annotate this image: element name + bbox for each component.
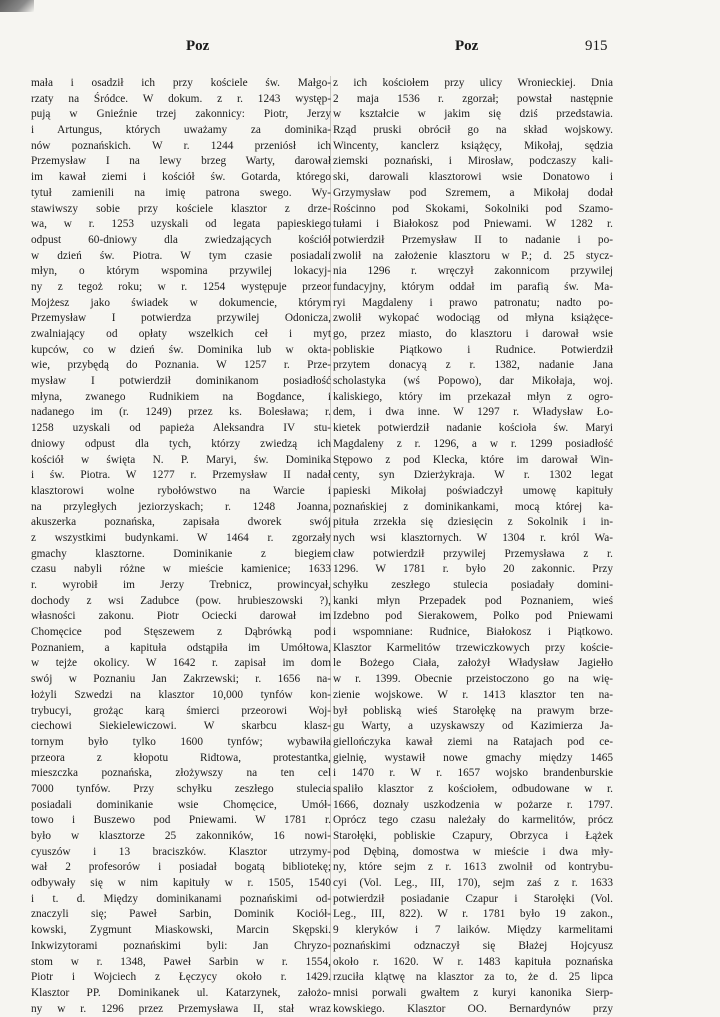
- text-line: trybucyi, grożąc karą śmierci przeorowi Woj-: [31, 704, 331, 717]
- text-line: 2 maja 1536 r. zgorzał; powstał następnie: [333, 92, 613, 105]
- text-line: znaczyli się; Paweł Sarbin, Dominik Kociół-: [31, 908, 331, 921]
- text-line: nów poznańskich. W r. 1244 przeniósł ich: [31, 139, 331, 152]
- text-line: 9 kleryków i 7 laików. Między karmelitami: [333, 924, 613, 937]
- text-line: gielnię, wystawił nowe gmachy między 1465: [333, 751, 613, 764]
- text-line: tornym było tylko 1600 tynfów; wybawiła: [31, 735, 331, 748]
- text-line: spaliło klasztor z kościołem, odbudowane w r.: [333, 782, 613, 795]
- text-line: gu Warty, a uzyskawszy od Kazimierza Ja-: [333, 720, 613, 733]
- scan-corner-shadow: [0, 0, 34, 12]
- text-line: Przemysław I potwierdza przywilej Odonicza,: [31, 312, 331, 325]
- text-line: stom w r. 1348, Paweł Sarbin w r. 1554,: [31, 955, 331, 968]
- text-line: Izdebno pod Sierakowem, Polko pod Pniewami: [333, 610, 613, 623]
- left-text-column: [31, 76, 331, 1017]
- text-line: rzaty na Śródce. W dokum. z r. 1243 występ-: [31, 92, 331, 105]
- text-line: pobliskie Piątkowo i Rudnice. Potwierdził: [333, 343, 613, 356]
- text-line: zwolił wykopać wodociąg od młyna książęce-: [333, 312, 613, 325]
- text-line: 1296. W 1781 r. było 20 zakonnic. Przy: [333, 563, 613, 576]
- text-line: klasztorowi wolne rybołówstwo na Warcie i: [31, 484, 331, 497]
- text-line: wa, w r. 1253 uzyskali od legata papieskiego: [31, 218, 331, 231]
- text-line: ski, darowali klasztorowi wsie Donatowo i: [333, 171, 613, 184]
- text-line: z ich kościołem przy ulicy Wronieckiej. Dnia: [333, 77, 613, 89]
- text-line: 7000 tynfów. Przy schyłku zeszłego stulecia: [31, 782, 331, 795]
- text-line: młyna, zwanego Rudnikiem na Bogdance, i: [31, 390, 331, 403]
- text-line: kietek potwierdził nadanie kościoła św. Maryi: [333, 422, 613, 435]
- text-line: Grzymysław pod Szremem, a Mikołaj dodał: [333, 186, 613, 199]
- text-line: dem, i dwa inne. W 1297 r. Władysław Ło-: [333, 406, 613, 419]
- text-line: Klasztor Karmelitów trzewiczkowych przy koście-: [333, 641, 613, 654]
- text-line: Piotr i Wojciech z Łęczycy około r. 1429.: [31, 971, 331, 984]
- text-line: 1666, doznały uszkodzenia w pożarze r. 1797.: [333, 798, 613, 811]
- text-line: posiadali dominikanie wsie Chomęcice, Umół-: [31, 798, 331, 811]
- text-line: około r. 1620. W r. 1483 kapituła poznańska: [333, 955, 613, 968]
- text-line: tułami i Białokosz pod Pniewami. W 1282 r.: [333, 218, 613, 231]
- text-line: Stępowo z pod Klecka, które im darował Win-: [333, 453, 613, 466]
- text-line: potwierdził Przemysław II to nadanie i po-: [333, 233, 613, 246]
- text-line: Rościnno pod Skokami, Sokolniki pod Szamo-: [333, 202, 613, 215]
- text-line: dochody z wsi Zadubce (pow. hrubieszowski ?),: [31, 594, 331, 607]
- text-line: Mojżesz jako świadek w dokumencie, którym: [31, 296, 331, 309]
- text-line: cyi (Vol. Leg., III, 170), sejm zaś z r. 1633: [333, 877, 613, 890]
- right-text-column: [333, 76, 613, 1017]
- text-line: nia 1296 r. wręczył zakonnicom przywilej: [333, 265, 613, 278]
- text-line: odbywały się w nim kapituły w r. 1505, 1540: [31, 877, 331, 890]
- text-line: fundacyjny, którym oddał im parafią św. Ma-: [333, 280, 613, 293]
- text-line: pituła zrzekła się dziesięcin z Sokolnik i in-: [333, 516, 613, 529]
- text-line: ciechowi Siekielewiczowi. W skarbcu klasz-: [31, 720, 331, 733]
- text-line: i 1470 r. W r. 1657 wojsko brandenburskie: [333, 767, 613, 780]
- text-line: le Bożego Ciała, założył Władysław Jagiełło: [333, 657, 613, 670]
- page-number: 915: [585, 38, 608, 54]
- text-line: stawiwszy sobie przy kościele klasztor z drze-: [31, 202, 331, 215]
- text-line: scholastyka (wś Popowo), dar Mikołaja, woj.: [333, 375, 613, 388]
- text-line: kanki młyn Przepadek pod Poznaniem, wieś: [333, 594, 613, 607]
- text-line: zwalniający od opłaty wszelkich ceł i myt: [31, 328, 331, 340]
- text-line: mysław I potwierdził dominikanom posiadłość: [31, 375, 331, 388]
- right-headword: Poz: [455, 38, 479, 54]
- text-line: go, przez miasto, do klasztoru i darował wsie: [333, 328, 613, 340]
- text-line: cyuszów i 13 braciszków. Klasztor utrzymy-: [31, 845, 331, 858]
- text-line: Magdaleny z r. 1296, a w r. 1299 posiadłość: [333, 437, 613, 450]
- text-line: pują w Gnieźnie trzej zakonnicy: Piotr, Jerzy: [31, 108, 331, 121]
- text-line: Wincenty, kanclerz książęcy, Mikołaj, sędzia: [333, 139, 613, 152]
- text-line: i św. Piotra. W 1277 r. Przemysław II nadał: [31, 469, 331, 482]
- text-line: było w klasztorze 25 zakonników, 16 nowi-: [31, 830, 331, 842]
- text-line: łożyli Szwedzi na klasztor 10,000 tynfów kon-: [31, 688, 331, 701]
- left-headword: Poz: [186, 38, 210, 54]
- text-line: zwolił na założenie klasztoru w P.; d. 25 stycz-: [333, 249, 613, 262]
- text-line: własności zakonu. Piotr Ociecki darował im: [31, 610, 331, 623]
- text-line: ny, które sejm z r. 1613 zwolnił od kontrybu-: [333, 861, 613, 874]
- text-line: nych wsi klasztornych. W 1304 r. król Wa-: [333, 531, 613, 544]
- text-line: 1258 uzyskali od papieża Aleksandra IV stu-: [31, 422, 331, 435]
- text-line: młyn, o którym wspomina przywilej lokacyj-: [31, 265, 331, 278]
- text-line: mała i osadził ich przy kościele św. Małgo-: [31, 77, 331, 89]
- text-line: towo i Buszewo pod Pniewami. W 1781 r.: [31, 814, 331, 827]
- text-line: przytem donacyą z r. 1382, nadanie Jana: [333, 359, 613, 372]
- text-line: mnisi porwali gwałtem z kuryi kanonika Sierp-: [333, 986, 613, 999]
- text-line: czasu nabyli różne w mieście kamienice; 1633: [31, 563, 331, 576]
- text-line: tytuł zamienili na imię patrona swego. Wy-: [31, 186, 331, 199]
- text-line: Inkwizytorami poznańskimi byli: Jan Chryzo-: [31, 939, 331, 952]
- text-line: rzuciła klątwę na klasztor za to, że d. 25 lipca: [333, 971, 613, 984]
- text-line: dniowy odpust dla tych, którzy zwiedzą ich: [31, 437, 331, 450]
- text-line: giellończyka kawał ziemi na Ratajach pod ce-: [333, 735, 613, 748]
- text-line: wie, przybędą do Poznania. W 1257 r. Prze-: [31, 359, 331, 372]
- text-line: Oprócz tego czasu należały do karmelitów, prócz: [333, 814, 613, 827]
- text-line: Klasztor PP. Dominikanek ul. Katarzynek, założo-: [31, 986, 331, 999]
- text-line: papieski Mikołaj poświadczył umowę kapituły: [333, 484, 613, 497]
- text-line: im kawał ziemi i kościół św. Gotarda, którego: [31, 171, 331, 184]
- text-line: ny z tegoż roku; w r. 1254 występuje przeor: [31, 280, 331, 293]
- text-line: cław potwierdził przywilej Przemysława z r.: [333, 547, 613, 560]
- text-line: akuszerka poznańska, zapisała dworek swój: [31, 516, 331, 529]
- text-line: kowski, Zygmunt Miaskowski, Marcin Skępski.: [31, 924, 331, 937]
- text-line: kościół w święta N. P. Maryi, św. Dominika: [31, 453, 331, 466]
- text-line: Starołęki, pobliskie Czapury, Obrzyca i Łążek: [333, 830, 613, 842]
- text-line: na przyległych jeziorzyskach; r. 1248 Joanna,: [31, 500, 331, 513]
- text-line: ziemski poznański, i Mirosław, podczaszy kali-: [333, 155, 613, 168]
- text-line: wał 2 profesorów i posiadał bogatą bibliotekę;: [31, 861, 331, 874]
- text-line: potwierdził posiadanie Czapur i Starołęki (Vol.: [333, 892, 613, 905]
- text-line: ryi Magdaleny i prawo patronatu; nadto po-: [333, 296, 613, 309]
- text-line: i wspomniane: Rudnice, Białokosz i Piątkowo.: [333, 626, 613, 639]
- text-line: zienie wojskowe. W r. 1413 klasztor ten na-: [333, 688, 613, 701]
- text-line: pod Dębiną, domostwa w mieście i dwa mły-: [333, 845, 613, 858]
- text-line: w kształcie w jakim się dziś przedstawia.: [333, 108, 613, 121]
- text-line: ny w r. 1296 przez Przemysława II, stał wraz: [31, 1002, 331, 1015]
- text-line: kupców, co w dzień św. Dominika lub w okta-: [31, 343, 331, 356]
- text-line: w tejże okolicy. W 1642 r. zapisał im dom: [31, 657, 331, 670]
- text-line: odpust 60-dniowy dla zwiedzających kościół: [31, 233, 331, 246]
- text-line: gmachy klasztorne. Dominikanie z biegiem: [31, 547, 331, 560]
- text-line: w dzień św. Piotra. W tym czasie posiadali: [31, 249, 331, 262]
- text-line: i t. d. Między dominikanami poznańskimi od-: [31, 892, 331, 905]
- text-line: poznańskimi odznaczył się Błażej Hojcyusz: [333, 939, 613, 952]
- text-line: swój w Poznaniu Jan Zakrzewski; r. 1656 na-: [31, 673, 331, 686]
- text-line: był pobliską wieś Starołękę na prawym brze-: [333, 704, 613, 717]
- text-line: i Artungus, których uważamy za dominika-: [31, 124, 331, 137]
- text-line: w r. 1399. Obecnie przeistoczono go na wię-: [333, 673, 613, 686]
- text-line: Leg., III, 822). W r. 1781 było 19 zakon.,: [333, 908, 613, 921]
- text-line: kaliskiego, który im przekazał młyn z ogro-: [333, 390, 613, 403]
- text-line: przeora z kłopotu Ridtowa, protestantka,: [31, 751, 331, 764]
- text-line: mieszczka poznańska, złożywszy na ten cel: [31, 767, 331, 780]
- text-line: z wszystkimi budynkami. W 1464 r. zgorzały: [31, 531, 331, 544]
- text-line: nadanego im (r. 1249) przez ks. Bolesława; r.: [31, 406, 331, 419]
- page-header: [0, 38, 720, 58]
- text-line: Poznaniem, a kapituła odstąpiła im Umółtowa,: [31, 641, 331, 654]
- text-line: centy, syn Dzierżykraja. W r. 1302 legat: [333, 469, 613, 482]
- text-line: schyłku zeszłego stulecia posiadały domini-: [333, 579, 613, 591]
- text-line: poznańskiej z dominikankami, mocą której ka-: [333, 500, 613, 513]
- text-line: Chomęcice pod Stęszewem z Dąbrówką pod: [31, 626, 331, 639]
- text-line: Przemysław I na lewy brzeg Warty, darował: [31, 155, 331, 168]
- text-line: r. wyrobił im Jerzy Trebnicz, prowincyał,: [31, 579, 331, 591]
- text-line: Rząd pruski obrócił go na skład wojskowy.: [333, 124, 613, 137]
- text-line: kowskiego. Klasztor OO. Bernardynów przy: [333, 1002, 613, 1015]
